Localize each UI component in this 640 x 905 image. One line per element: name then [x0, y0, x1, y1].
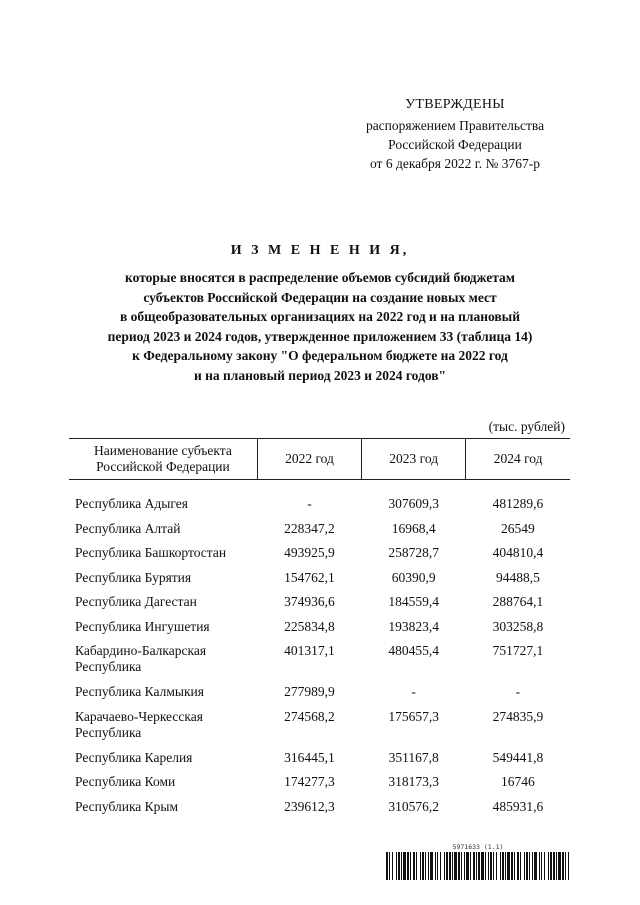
barcode-bar: [511, 852, 513, 880]
value-2022-cell: -: [307, 496, 312, 511]
barcode-bar: [517, 852, 519, 880]
approval-heading: УТВЕРЖДЕНЫ: [405, 97, 505, 112]
subject-name-cell: Республика Алтай: [75, 520, 181, 536]
barcode-bar: [420, 852, 421, 880]
value-2022-cell: 174277,3: [284, 774, 335, 789]
barcode-bar: [428, 852, 429, 880]
barcode-bar: [553, 852, 555, 880]
barcode-bar: [532, 852, 533, 880]
value-2023-cell: 351167,8: [388, 749, 439, 765]
value-2024-cell: 274835,9: [492, 708, 544, 724]
barcode-bar: [435, 852, 436, 880]
barcode-bar: [507, 852, 510, 880]
value-2023-cell: 175657,3: [388, 708, 439, 724]
barcode-bar: [539, 852, 540, 880]
barcode-bar: [562, 852, 564, 880]
barcode-bar: [485, 852, 486, 880]
value-2024-cell: 481289,6: [492, 496, 544, 511]
barcode-bar: [461, 852, 462, 880]
barcode-bar: [449, 852, 451, 880]
table-spacer: [69, 480, 570, 497]
barcode-bar: [526, 852, 528, 880]
value-2023-cell: 310576,2: [388, 798, 439, 814]
subject-name-cell: Республика Крым: [75, 798, 179, 814]
subject-name-cell: Республика Коми: [75, 774, 176, 789]
value-2023-cell: 60390,9: [391, 569, 436, 585]
barcode-bar: [458, 852, 460, 880]
barcode-bar: [476, 852, 477, 880]
value-2023-cell: 480455,4: [388, 643, 439, 658]
value-2022-cell: 316445,1: [284, 749, 335, 765]
header-subject: Наименование субъекта Российской Федерации: [69, 439, 257, 480]
subtitle-line: которые вносятся в распределение объемов субсидий бюджетам: [125, 270, 515, 285]
subtitle-line: к Федеральному закону "О федеральном бюджете на 2022 год: [132, 348, 508, 363]
barcode-bar: [446, 852, 448, 880]
value-2022-cell: 239612,3: [284, 798, 335, 814]
barcode-bar: [425, 852, 426, 880]
value-2024-cell: 288764,1: [492, 594, 544, 609]
table-body: [69, 480, 570, 824]
barcode-bar: [481, 852, 484, 880]
approval-line-2: Российской Федерации: [388, 137, 522, 152]
subject-name-cell: Республика Бурятия: [75, 569, 192, 585]
barcode-bar: [386, 852, 388, 880]
table-row: [69, 521, 570, 546]
barcode-bar: [454, 852, 457, 880]
value-2022-cell: 228347,2: [284, 520, 335, 536]
barcode-bar: [556, 852, 557, 880]
barcode-bar: [440, 852, 441, 880]
barcode-bar: [401, 852, 402, 880]
value-2024-cell: 549441,8: [492, 749, 544, 765]
barcode-bar: [565, 852, 566, 880]
barcode-bar: [550, 852, 552, 880]
table-row: [69, 750, 570, 775]
value-2022-cell: 277989,9: [284, 684, 335, 699]
header-2023: 2023 год: [362, 439, 466, 480]
table-row: [69, 684, 570, 709]
header-2024: 2024 год: [466, 439, 570, 480]
barcode-bar: [496, 852, 497, 880]
value-2024-cell: 404810,4: [492, 545, 544, 560]
barcode-bar: [505, 852, 506, 880]
barcode-bar: [568, 852, 569, 880]
barcode-bar: [500, 852, 501, 880]
barcode-bar: [490, 852, 492, 880]
barcode-bar: [520, 852, 521, 880]
value-2023-cell: 16968,4: [391, 520, 436, 536]
barcode-bar: [478, 852, 480, 880]
barcode-bar: [534, 852, 537, 880]
value-2023-cell: 307609,3: [388, 496, 439, 511]
value-2023-cell: 318173,3: [388, 774, 439, 789]
table-row: [69, 774, 570, 799]
barcode-bar: [437, 852, 438, 880]
barcode-bar: [548, 852, 549, 880]
value-2024-cell: -: [515, 684, 521, 699]
value-2022-cell: 154762,1: [284, 569, 335, 585]
barcode-bar: [416, 852, 417, 880]
value-2024-cell: 94488,5: [495, 569, 540, 585]
approval-line-3: от 6 декабря 2022 г. № 3767-р: [369, 156, 541, 171]
barcode-bar: [392, 852, 393, 880]
subject-name-cell: Карачаево-Черкесская Республика: [75, 708, 203, 740]
barcode-bar: [544, 852, 545, 880]
subject-name-cell: Республика Адыгея: [75, 496, 188, 511]
value-2022-cell: 374936,6: [284, 594, 335, 609]
value-2024-cell: 751727,1: [492, 643, 544, 658]
barcode-bar: [464, 852, 465, 880]
table-row: [69, 619, 570, 644]
units-label: (тыс. рублей): [488, 419, 565, 434]
approval-line-1: распоряжением Правительства: [365, 118, 545, 133]
value-2022-cell: 401317,1: [284, 643, 335, 658]
barcode-bar: [558, 852, 561, 880]
value-2022-cell: 225834,8: [284, 618, 335, 634]
barcode-bar: [389, 852, 390, 880]
barcode: [386, 843, 570, 880]
barcode-bar: [473, 852, 475, 880]
document-title: И З М Е Н Е Н И Я,: [230, 243, 410, 258]
barcode-bar: [403, 852, 406, 880]
barcode-code: 5971633 (1.1): [452, 843, 504, 851]
barcode-bar: [396, 852, 397, 880]
barcode-bar: [407, 852, 409, 880]
subtitle-line: и на плановый период 2023 и 2024 годов": [193, 367, 447, 383]
value-2023-cell: 258728,7: [388, 545, 439, 560]
subtitle-line: субъектов Российской Федерации на создание новых мест: [143, 289, 497, 305]
subtitle-line: период 2023 и 2024 годов, утвержденное приложением 33 (таблица 14): [107, 328, 533, 344]
barcode-bar: [493, 852, 494, 880]
barcode-bar: [410, 852, 411, 880]
barcode-bar: [398, 852, 400, 880]
value-2024-cell: 485931,6: [492, 798, 544, 814]
value-2024-cell: 303258,8: [492, 618, 544, 634]
value-2023-cell: 184559,4: [388, 594, 439, 609]
header-2022: 2022 год: [257, 439, 361, 480]
barcode-bar: [502, 852, 504, 880]
subject-name-cell: Республика Дагестан: [75, 594, 197, 609]
barcode-bar: [413, 852, 415, 880]
subsidy-table: [69, 438, 570, 823]
barcode-bar: [514, 852, 515, 880]
subject-name-cell: Кабардино-Балкарская Республика: [75, 643, 207, 674]
subject-name-cell: Республика Карелия: [75, 749, 193, 765]
subject-name-cell: Республика Башкортостан: [75, 545, 227, 560]
table-header-row: [69, 439, 570, 480]
barcode-bar: [466, 852, 469, 880]
barcode-bar: [529, 852, 530, 880]
approval-block: [330, 95, 580, 173]
barcode-bar: [444, 852, 445, 880]
barcode-bar: [470, 852, 471, 880]
subtitle-line: в общеобразовательных организациях на 2022 год и на плановый: [120, 309, 520, 324]
barcode-bar: [488, 852, 489, 880]
value-2023-cell: 193823,4: [388, 618, 439, 634]
barcode-bar: [541, 852, 542, 880]
table-row: [69, 709, 570, 750]
value-2024-cell: 16746: [501, 774, 535, 789]
table-row: [69, 594, 570, 619]
table-row: [69, 799, 570, 824]
table-row: [69, 643, 570, 684]
value-2024-cell: 26549: [501, 520, 535, 536]
subject-name-cell: Республика Ингушетия: [75, 618, 210, 634]
table-row: [69, 570, 570, 595]
barcode-bar: [422, 852, 424, 880]
value-2022-cell: 274568,2: [284, 708, 335, 724]
document-subtitle: [60, 268, 580, 385]
table-row: [69, 545, 570, 570]
barcode-bar: [430, 852, 433, 880]
value-2023-cell: -: [411, 684, 416, 699]
barcode-bar: [452, 852, 453, 880]
table-row: [69, 496, 570, 521]
barcode-bars: [386, 852, 570, 880]
subject-name-cell: Республика Калмыкия: [75, 684, 204, 699]
value-2022-cell: 493925,9: [284, 545, 335, 560]
barcode-bar: [524, 852, 525, 880]
